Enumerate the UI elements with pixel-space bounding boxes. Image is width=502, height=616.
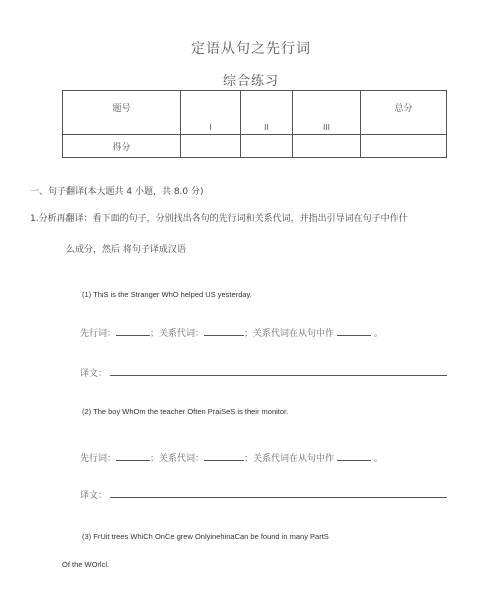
score-table-column-1: I: [181, 91, 241, 135]
question-sentence: ThiS is the Stranger WhO helped US yesterday.: [93, 290, 252, 299]
translation-label: 译文：: [80, 491, 108, 501]
question-number: (1): [82, 290, 92, 299]
antecedent-blank[interactable]: [116, 327, 150, 336]
question-3-continuation: Of the WOrlcl.: [62, 560, 110, 569]
question-sentence: FrUit trees WhiCh OnCe grew OnlyinehinaCan be found in many PartS: [93, 532, 329, 541]
period: 。: [373, 329, 383, 339]
score-cell-3[interactable]: [293, 135, 361, 158]
question-2: [82, 407, 288, 416]
clause-function-blank[interactable]: [337, 452, 371, 461]
score-table-header-label: 题号: [63, 91, 181, 135]
score-table-total-label: 总分: [361, 91, 447, 135]
translation-blank-2[interactable]: [110, 497, 447, 498]
clause-function-blank[interactable]: [337, 327, 371, 336]
antecedent-blank[interactable]: [116, 452, 150, 461]
instruction-line-2: 么成分，然后 将句子译成汉语: [66, 245, 186, 255]
score-table: [62, 90, 447, 158]
page-title: 定语从句之先行词: [191, 41, 311, 57]
question-1-fill-line: [80, 326, 383, 339]
relative-pronoun-label: ；关系代词：: [150, 454, 205, 464]
page-subtitle: 综合练习: [222, 74, 279, 89]
relative-pronoun-blank[interactable]: [204, 452, 244, 461]
translation-blank-1[interactable]: [110, 375, 447, 376]
score-cell-total[interactable]: [361, 135, 447, 158]
clause-function-label: ；关系代词在从句中作: [244, 329, 335, 339]
question-1: [82, 290, 252, 299]
score-table-column-3: III: [293, 91, 361, 135]
score-cell-1[interactable]: [181, 135, 241, 158]
antecedent-label: 先行词：: [80, 329, 117, 339]
translation-label: 译文：: [80, 369, 108, 379]
question-sentence: The boy WhOm the teacher Often PraiSeS is their monitor.: [93, 407, 289, 416]
question-3: [82, 532, 329, 541]
score-cell-2[interactable]: [241, 135, 293, 158]
relative-pronoun-label: ；关系代词：: [150, 329, 205, 339]
score-table-column-2: II: [241, 91, 293, 135]
question-number: (2): [82, 407, 92, 416]
relative-pronoun-blank[interactable]: [204, 327, 244, 336]
antecedent-label: 先行词：: [80, 454, 117, 464]
section-heading: 一、句子翻译(本大题共 4 小题，共 8.0 分): [30, 187, 204, 197]
period: 。: [373, 454, 383, 464]
question-2-fill-line: [80, 451, 383, 464]
clause-function-label: ；关系代词在从句中作: [244, 454, 335, 464]
score-table-score-label: 得分: [63, 135, 181, 158]
question-number: (3): [82, 532, 92, 541]
instruction-line-1: 1.分析再翻译：看下面的句子，分别找出各句的先行词和关系代词，并指出引导词在句子中作什: [30, 214, 408, 224]
